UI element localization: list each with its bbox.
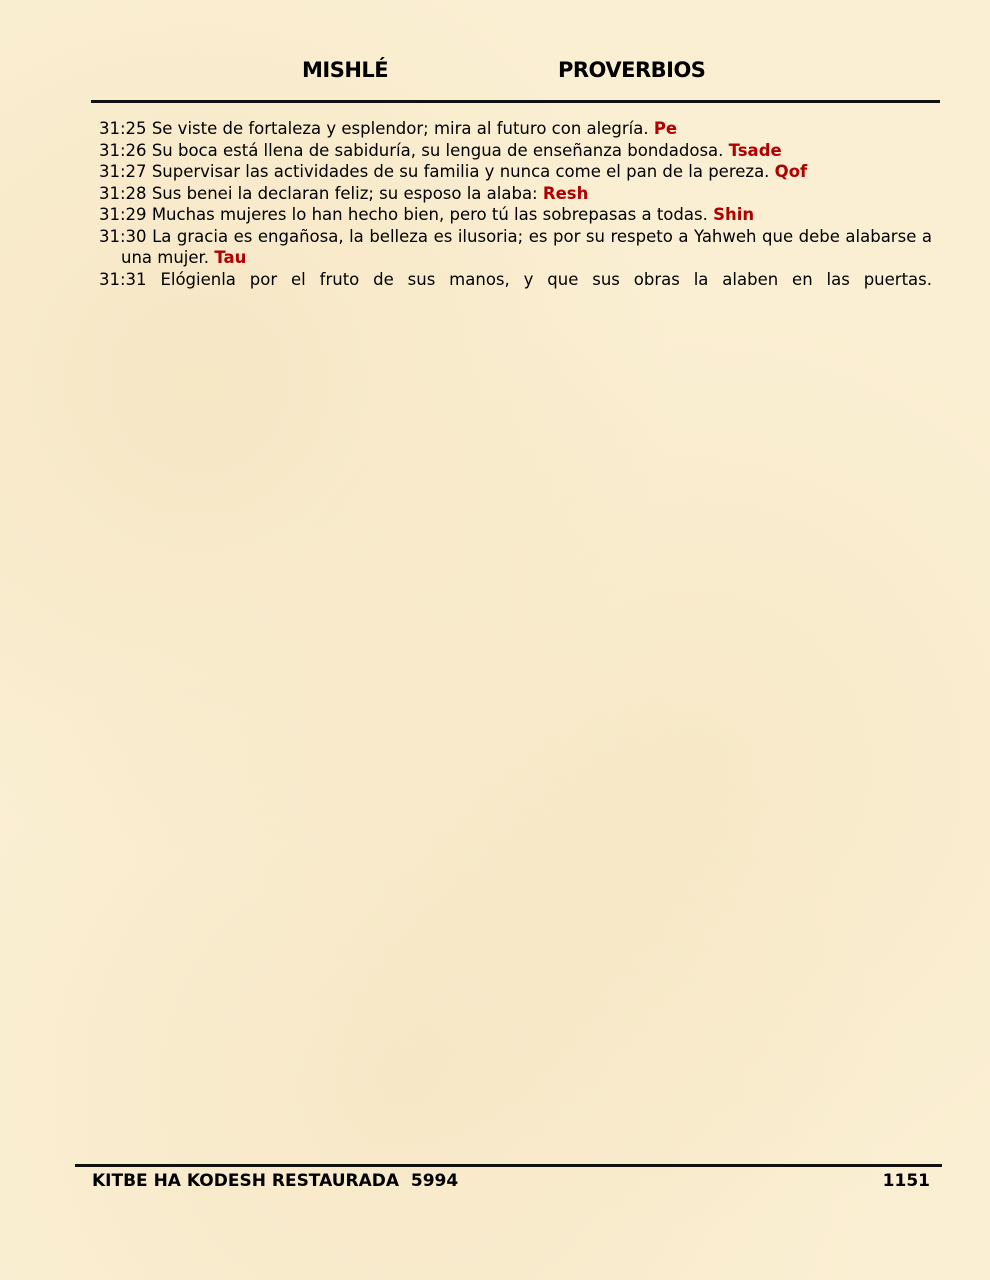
header-hebrew-title: MISHLÉ [302,58,389,82]
verse-31-26 [99,140,932,162]
verse-ref: 31:31 [99,269,147,289]
verse-31-28 [99,183,932,205]
footer-divider [75,1164,942,1167]
verse-31-25 [99,118,932,140]
verse-text: La gracia es engañosa, la belleza es ilusoria; es por su respeto a Yahweh que debe alabarse a una mujer. [121,226,932,267]
verse-ref: 31:29 [99,205,147,224]
verse-ref: 31:28 [99,183,147,203]
hebrew-letter-label: Qof [774,162,808,181]
verse-text: Sus benei la declaran feliz; su esposo la alaba: [151,183,538,203]
verse-text: Se viste de fortaleza y esplendor; mira al futuro con alegría. [151,119,649,138]
hebrew-letter-label: Shin [713,205,755,224]
verse-31-31 [99,269,932,291]
hebrew-letter-label: Tsade [728,140,782,160]
verse-31-27 [99,161,932,183]
verse-text: Supervisar las actividades de su familia y nunca come el pan de la pereza. [151,162,770,181]
header-spanish-title: PROVERBIOS [558,58,706,82]
verse-31-29 [99,204,932,226]
verse-ref: 31:27 [99,162,147,181]
hebrew-letter-label: Resh [542,183,589,203]
verse-31-30 [99,226,932,269]
verse-ref: 31:25 [99,119,147,138]
page-number: 1151 [882,1171,930,1191]
verse-list [99,118,932,290]
verse-text: Elógienla por el fruto de sus manos, y que sus obras la alaben en las puertas. [160,269,933,289]
verse-ref: 31:26 [99,140,147,160]
verse-text: Muchas mujeres lo han hecho bien, pero tú las sobrepasas a todas. [151,205,708,224]
page-header [0,58,990,88]
verse-text: Su boca está llena de sabiduría, su lengua de enseñanza bondadosa. [151,140,724,160]
footer-book-title: KITBE HA KODESH RESTAURADA 5994 [92,1171,459,1191]
hebrew-letter-label: Pe [653,119,678,138]
header-divider [91,100,940,103]
verse-ref: 31:30 [99,226,147,246]
hebrew-letter-label: Tau [214,248,247,267]
